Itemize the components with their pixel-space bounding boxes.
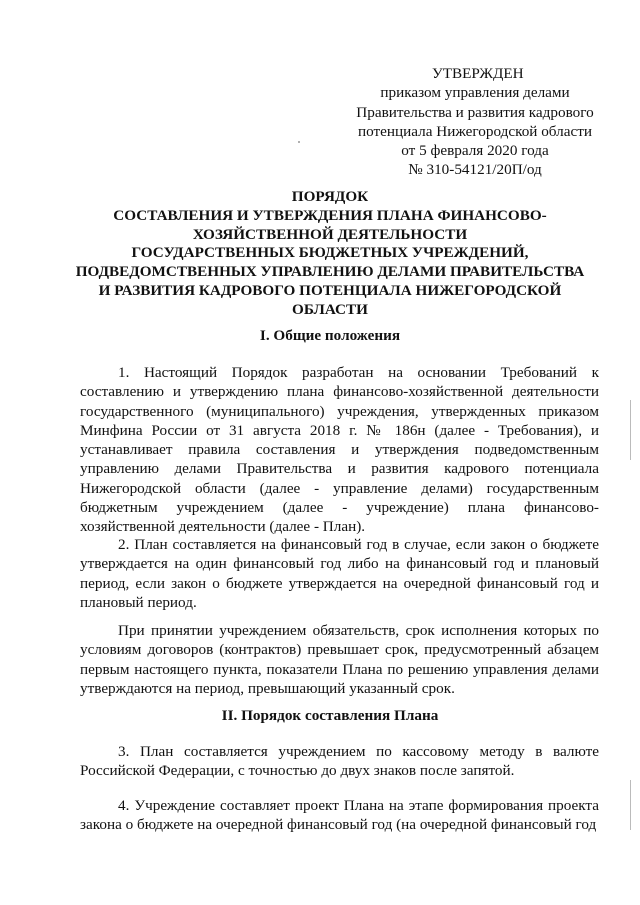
scan-speck [298,141,300,143]
approval-block [340,64,610,180]
approval-line: приказом управления делами [380,84,570,102]
title-line: ОБЛАСТИ [292,300,368,318]
document-title [60,188,600,320]
title-line: ПОРЯДОК [291,188,369,205]
paragraph-3: При принятии учреждением обязательств, срок исполнения которых по условиям договоров (контрактов) превышает срок, предусмотренный абзацем первым настоящего пункта, показатели Плана по решению управления делами утверждаются на период, превышающий указанный срок. [80,622,599,697]
paragraph-5: 4. Учреждение составляет проект Плана на этапе формирования проекта закона о бюджете на очередной финансовый год (на очередной финансовый год [80,797,599,834]
paragraph-4: 3. План составляется учреждением по кассовому методу в валюте Российской Федерации, с точностью до двух знаков после запятой. [80,743,599,780]
approval-line: № 310-54121/20П/од [408,161,542,179]
title-line: И РАЗВИТИЯ КАДРОВОГО ПОТЕНЦИАЛА НИЖЕГОРОДСКОЙ [98,281,562,299]
section-heading-2: II. Порядок составления Плана [221,707,439,724]
paragraph-1: 1. Настоящий Порядок разработан на основании Требований к составлению и утверждению плана финансово-хозяйственной деятельности государственного (муниципального) учреждения, утвержденных приказом Минфина России от 31 августа 2018 г. № 186н (далее - Требования), и устанавливает правила составления и утверждения подведомственным управлению делами Правительства и развития кадрового потенциала Нижегородской области (далее - управление делами) государственным бюджетным учреждением (далее - учреждение) плана финансово-хозяйственной деятельности (далее - План). [80,364,599,536]
scan-edge-mark [630,780,631,830]
title-line: ХОЗЯЙСТВЕННОЙ ДЕЯТЕЛЬНОСТИ [192,225,468,243]
title-line: ГОСУДАРСТВЕННЫХ БЮДЖЕТНЫХ УЧРЕЖДЕНИЙ, [131,244,529,262]
approval-line: потенциала Нижегородской области [358,122,592,140]
approval-line: от 5 февраля 2020 года [401,142,549,160]
paragraph-2: 2. План составляется на финансовый год в случае, если закон о бюджете утверждается на один финансовый год либо на финансовый год и плановый период, если закон о бюджете утверждается на очередной финансовый год и плановый период. [80,536,599,611]
title-line: ПОДВЕДОМСТВЕННЫХ УПРАВЛЕНИЮ ДЕЛАМИ ПРАВИТЕЛЬСТВА [75,263,585,281]
approval-line: Правительства и развития кадрового [356,103,594,121]
title-line: СОСТАВЛЕНИЯ И УТВЕРЖДЕНИЯ ПЛАНА ФИНАНСОВО- [113,206,547,224]
section-heading-1: I. Общие положения [259,327,401,344]
approval-status: УТВЕРЖДЕН [432,65,524,82]
scan-edge-mark [630,400,631,460]
